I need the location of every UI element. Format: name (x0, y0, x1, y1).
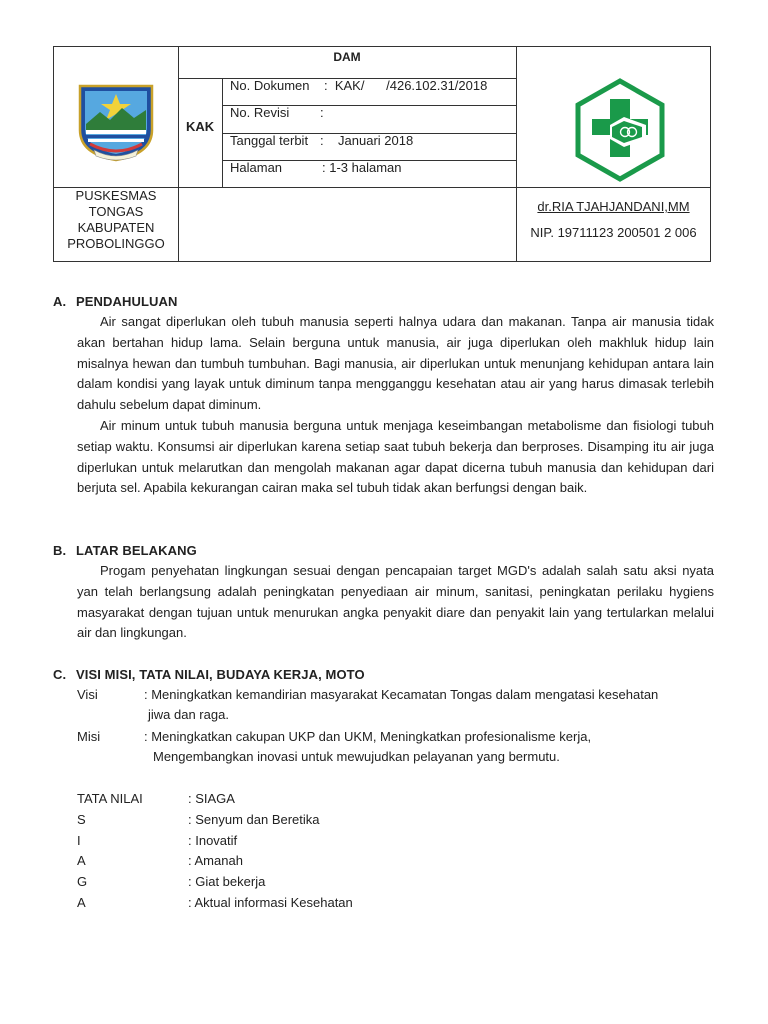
paragraph: Air minum untuk tubuh manusia berguna untuk menjaga keseimbangan metabolisme dan fisiologi tubuh setiap waktu. Konsumsi air diperlukan karena setiap saat tubuh bekerja dan berproses. Disamping itu air juga diperlukan untuk melarutkan dan mengolah makanan agar dapat dicerna tubuh manusia dan kehidupan dari berjuta sel. Apabila kekurangan cairan maka sel tubuh tidak akan berfungsi dengan baik. (77, 418, 714, 496)
field-no-revisi-value: : (320, 105, 324, 120)
puskesmas-logo-icon (572, 77, 668, 183)
list-item-key: A (77, 853, 86, 868)
field-tanggal-terbit-value: : Januari 2018 (320, 133, 414, 148)
list-item-key: G (77, 874, 88, 889)
visi-text: : Meningkatkan kemandirian masyarakat Kecamatan Tongas dalam mengatasi kesehatan (144, 687, 659, 702)
list-item-value: : Giat bekerja (188, 874, 266, 889)
regency-coat-of-arms-icon (76, 80, 156, 162)
list-item-key: TATA NILAI (77, 791, 143, 806)
institution-line: KABUPATEN (77, 220, 155, 235)
paragraph: Progam penyehatan lingkungan sesuai dengan pencapaian target MGD's adalah salah satu aksi nyata yan telah berlangsung adalah peningkatan penyediaan air minum, sanitasi, peningkatan perilaku hygiens masyarakat dengan tujuan untuk menurukan angka penyakit diare dan penyakit lain yang tertularkan melalui air dan lingkungan. (77, 563, 714, 641)
list-item-value: : Amanah (188, 853, 243, 868)
section-number: A. (53, 294, 67, 309)
section-title: LATAR BELAKANG (76, 543, 197, 558)
list-item-key: S (77, 812, 86, 827)
section-b-heading (53, 543, 197, 558)
misi-text: : Meningkatkan cakupan UKP dan UKM, Meningkatkan profesionalisme kerja, (144, 729, 592, 744)
section-title: VISI MISI, TATA NILAI, BUDAYA KERJA, MOTO (76, 667, 365, 682)
list-item-key: A (77, 895, 86, 910)
institution-line: PROBOLINGGO (67, 236, 165, 251)
list-item-value: : Inovatif (188, 833, 238, 848)
visi-text: jiwa dan raga. (148, 707, 229, 722)
document-header-table (53, 46, 711, 262)
misi-label: Misi (77, 729, 101, 744)
field-no-dokumen-value: : KAK/ /426.102.31/2018 (324, 78, 488, 93)
section-a-heading (53, 294, 178, 309)
institution-line: TONGAS (88, 204, 144, 219)
visi-label: Visi (77, 687, 98, 702)
institution-name (54, 188, 178, 252)
signer-nip: NIP. 19711123 200501 2 006 (530, 225, 697, 240)
field-no-dokumen-label: No. Dokumen (230, 78, 310, 93)
section-title: PENDAHULUAN (76, 294, 178, 309)
kak-label: KAK (186, 119, 215, 134)
section-c-heading (53, 667, 365, 682)
misi-text: Mengembangkan inovasi untuk mewujudkan pelayanan yang bermutu. (153, 749, 560, 764)
divider (178, 47, 179, 261)
field-halaman-label: Halaman (230, 160, 283, 175)
document-title: DAM (333, 50, 361, 64)
field-tanggal-terbit-label: Tanggal terbit (230, 133, 309, 148)
list-item-value: : Senyum dan Beretika (188, 812, 320, 827)
section-number: B. (53, 543, 67, 558)
signer-name: dr.RIA TJAHJANDANI,MM (537, 199, 690, 214)
field-halaman-value: : 1-3 halaman (322, 160, 402, 175)
institution-line: PUSKESMAS (75, 188, 157, 203)
list-item-value: : Aktual informasi Kesehatan (188, 895, 353, 910)
list-item-key: I (77, 833, 81, 848)
section-number: C. (53, 667, 67, 682)
list-item-value: : SIAGA (188, 791, 235, 806)
field-no-revisi-label: No. Revisi (230, 105, 290, 120)
paragraph: Air sangat diperlukan oleh tubuh manusia seperti halnya udara dan makanan. Tanpa air manusia tidak akan bertahan hidup lama. Selain berguna untuk manusia, air juga diperlukan oleh makhluk hidup lain misalnya hewan dan tumbuh tumbuhan. Bagi manusia, air diperlukan untuk menunjang kehidupan antara lain dalam kondisi yang layak untuk diminum tanpa mengganggu kesehatan atau air yang harus dimasak terlebih dahulu sebelum dapat diminum. (77, 314, 714, 413)
